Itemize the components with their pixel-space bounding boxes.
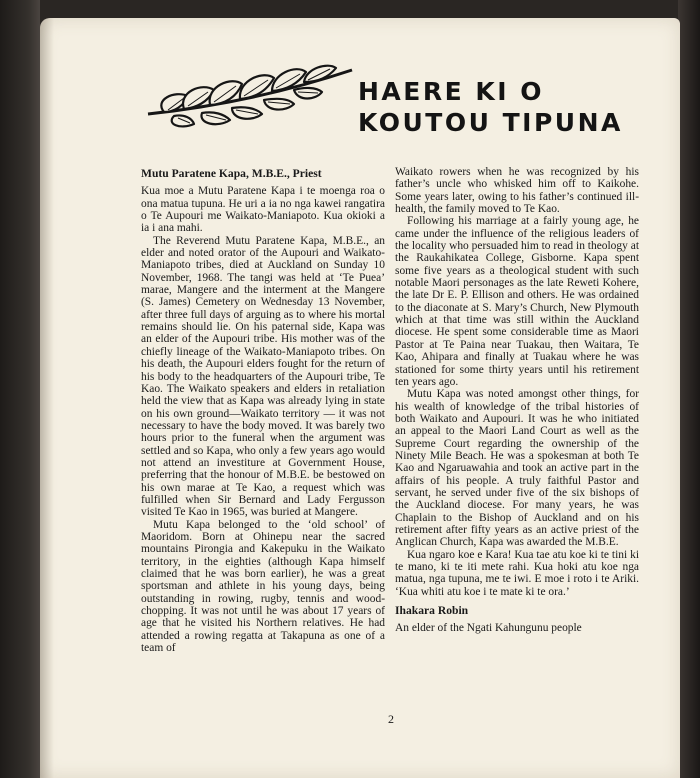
article-paragraph: Kua ngaro koe e Kara! Kua tae atu koe ki te tini ki te mano, ki te iti mete rahi. Kua hoki atu koe nga matua, nga tupuna, me te iwi. E moe i roto i te Ariki. ‘Kua whiti atu koe i te mate ki te ora.’: [395, 548, 639, 598]
article-title-2: Ihakara Robin: [395, 604, 469, 618]
article-paragraph: Mutu Kapa was noted amongst other things, for his wealth of knowledge of the tribal histories of both Waikato and Aupouri. It was he who initiated an appeal to the Maori Land Court as well as the Supreme Court regarding the ownership of the Ninety Mile Beach. He was a spokesman at both Te Kao and Ngaruawahia and took an active part in the affairs of his people. A truly faithful Pastor and servant, he served under five of the six bishops of the Auckland diocese. For many years, he was Chaplain to the Bishop of Auckland and on his retirement after fifty years as an active priest of the Anglican Church, Kapa was awarded the M.B.E.: [395, 388, 639, 549]
article-paragraph: An elder of the Ngati Kahungunu people: [395, 622, 582, 635]
scan-background-right: [678, 0, 700, 778]
section-title-line-1: HAERE KI O: [358, 77, 545, 106]
article-paragraph: The Reverend Mutu Paratene Kapa, M.B.E., an elder and noted orator of the Aupouri and Waikato-Maniapoto tribes, died at Auckland on Sunday 10 November, 1968. The tangi was held at ‘Te Puea’ marae, Mangere and the interment at the Mangere (S. James) Cemetery on Wednesday 13 November, after three full days of arguing as to where his mortal remains should lie. On his paternal side, Kapa was an elder of the Aupouri tribe. His mother was of the chiefly lineage of the Waikato-Maniapoto tribes. On his death, the Aupouri elders fought for the return of his body to the headquarters of the Aupouri tribe, Te Kao. The Waikato speakers and elders in retaliation held the view that as Kapa was already lying in state on his own ground—Waikato territory — it was not necessary to have the body moved. It was barely two hours prior to the funeral when the argument was settled and so Kapa, who only a few years ago would not attend an investiture at Government House, preferring that the honour of M.B.E. be bestowed on his own marae at Te Kao, a request which was fulfilled when Sir Bernard and Lady Fergusson visited Te Kao in 1965, was buried at Mangere.: [141, 234, 385, 519]
fern-leaf-ornament-icon: [144, 62, 356, 130]
page-number: 2: [388, 712, 394, 726]
scan-background-left: [0, 0, 40, 778]
right-column: [395, 166, 639, 635]
article-paragraph: Kua moe a Mutu Paratene Kapa i te moenga roa o ona matua tupuna. He uri a ia no nga kawei rangatira o Te Aupouri me Waikato-Maniapoto. Kua okioki a ia i ana mahi.: [141, 185, 385, 235]
page-header: [40, 18, 680, 148]
article-paragraph: Mutu Kapa belonged to the ‘old school’ of Maoridom. Born at Ohinepu near the sacred mountains Pirongia and Kakepuku in the Waikato territory, in the eighties (although Kapa himself claimed that he was born earlier), he was a great sportsman and athlete in his young days, being outstanding in rowing, rugby, tennis and wood-chopping. It was not until he was about 17 years of age that he visited his Northern relatives. He had attended a rowing regatta at Takapuna as one of a team of: [141, 518, 385, 655]
article-paragraph-continued: Waikato rowers when he was recognized by his father’s uncle who whisked him off to Kaikohe. Some years later, owing to his father’s continued ill-health, the family moved to Te Kao.: [395, 166, 639, 216]
section-title-line-2: KOUTOU TIPUNA: [358, 108, 623, 137]
left-column: [141, 168, 385, 654]
article-paragraph: Following his marriage at a fairly young age, he came under the influence of the religious leaders of the locality who persuaded him to read in theology at the Raukahikatea College, Gisborne. Kapa spent some five years as a theological student with such notable Maori personages as the late Reweti Kohere, the late Dr E. P. Ellison and others. He was ordained to the diaconate at S. Mary’s Church, New Plymouth which at that time was still within the Auckland diocese. He spent some considerable time as Maori Pastor at Te Paina near Tuakau, then Waitara, Te Kao, Ahipara and finally at Tuakau where he was stationed for some thirty years until his retirement ten years ago.: [395, 215, 639, 388]
section-title: [358, 76, 623, 138]
article-title: Mutu Paratene Kapa, M.B.E., Priest: [141, 167, 322, 180]
magazine-page: [40, 18, 680, 778]
